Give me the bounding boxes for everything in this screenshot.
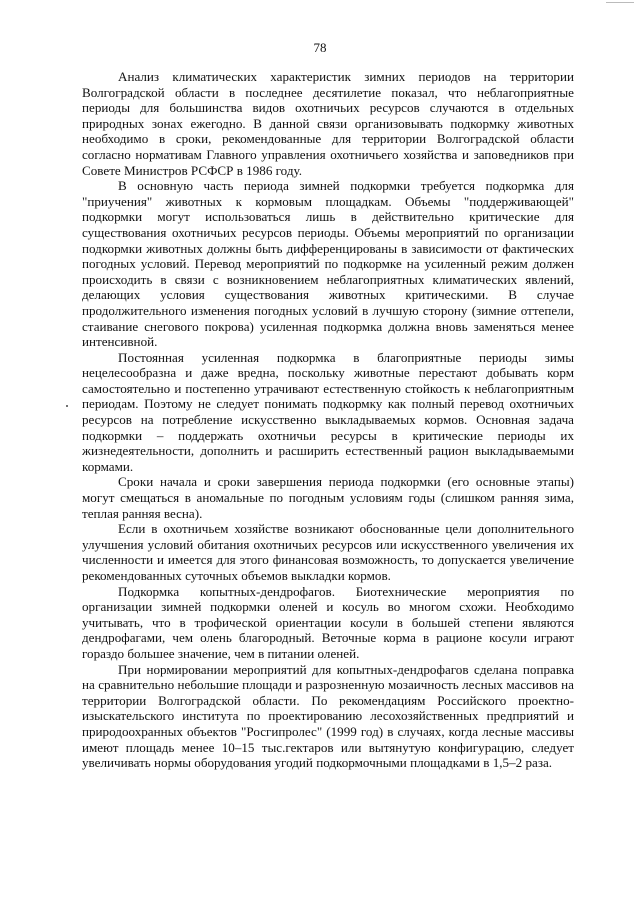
paragraph-climate-analysis: Анализ климатических характеристик зимних периодов на территории Волгоградской области в последнее десятилетие показал, что неблагоприятные периоды для большинства видов охотничьих ресурсов случаются в отдельных природных зонах ежегодно. В данной связи организовывать подкормку животных необходимо в сроки, рекомендованные для территории Волгоградской области согласно нормативам Главного управления охотничьего хозяйства и заповедников при Совете Министров РСФСР в 1986 году. [82,69,574,178]
paragraph-ungulates-feeding: Подкормка копытных-дендрофагов. Биотехнические мероприятия по организации зимней подкормки оленей и косуль во многом схожи. Необходимо учитывать, что в трофической ориентации косули в большей степени являются дендрофагами, чем олень благородный. Веточные корма в рационе косули играют гораздо большее значение, чем в питании оленей. [82,583,574,661]
scan-edge-mark [606,2,634,6]
scan-speck [66,405,68,407]
document-body [82,69,574,771]
paragraph-feeding-period: В основную часть периода зимней подкормки требуется подкормка для "приучения" животных к кормовым площадкам. Объемы "поддерживающей" подкормки могут использоваться лишь в действительно критические для существования охотничьих ресурсов периоды. Объемы мероприятий по организации подкормки животных должны быть дифференцированы в зависимости от фактических погодных условий. Перевод мероприятий по подкормке на усиленный режим должен происходить в связи с возникновением неблагоприятных климатических явлений, делающих условия существования животных критическими. В случае продолжительного изменения погодных условий в лучшую сторону (зимние оттепели, стаивание снегового покрова) усиленная подкормка должна вновь заменяться менее интенсивной. [82,178,574,350]
paragraph-additional-goals: Если в охотничьем хозяйстве возникают обоснованные цели дополнительного улучшения условий обитания охотничьих ресурсов или искусственного увеличения их численности и имеется для этого финансовая возможность, то допускается увеличение рекомендованных суточных объемов выкладки кормов. [82,521,574,583]
paragraph-norm-adjustment: При нормировании мероприятий для копытных-дендрофагов сделана поправка на сравнительно небольшие площади и разрозненную мозаичность лесных массивов на территории Волгоградской области. По рекомендациям Российского проектно-изыскательского института по проектированию лесохозяйственных предприятий и природоохранных объектов "Росгипролес" (1999 год) в случаях, когда лесные массивы имеют площадь менее 10–15 тыс.гектаров или вытянутую конфигурацию, следует увеличивать нормы оборудования угодий подкормочными площадками в 1,5–2 раза. [82,661,574,771]
paragraph-feeding-terms: Сроки начала и сроки завершения периода подкормки (его основные этапы) могут смещаться в аномальные по погодным условиям годы (слишком ранняя зима, теплая ранняя весна). [82,474,574,521]
page-number: 78 [313,40,327,55]
paragraph-constant-feeding: Постоянная усиленная подкормка в благоприятные периоды зимы нецелесообразна и даже вредна, поскольку животные перестают добывать корм самостоятельно и постепенно утрачивают естественную стойкость к неблагоприятным периодам. Поэтому не следует понимать подкормку как полный перевод охотничьих ресурсов на потребление искусственно выкладываемых кормов. Основная задача подкормки – поддержать охотничьи ресурсы в критические периоды их жизнедеятельности, дополнить и расширить естественный рацион выкладываемыми кормами. [82,349,574,474]
